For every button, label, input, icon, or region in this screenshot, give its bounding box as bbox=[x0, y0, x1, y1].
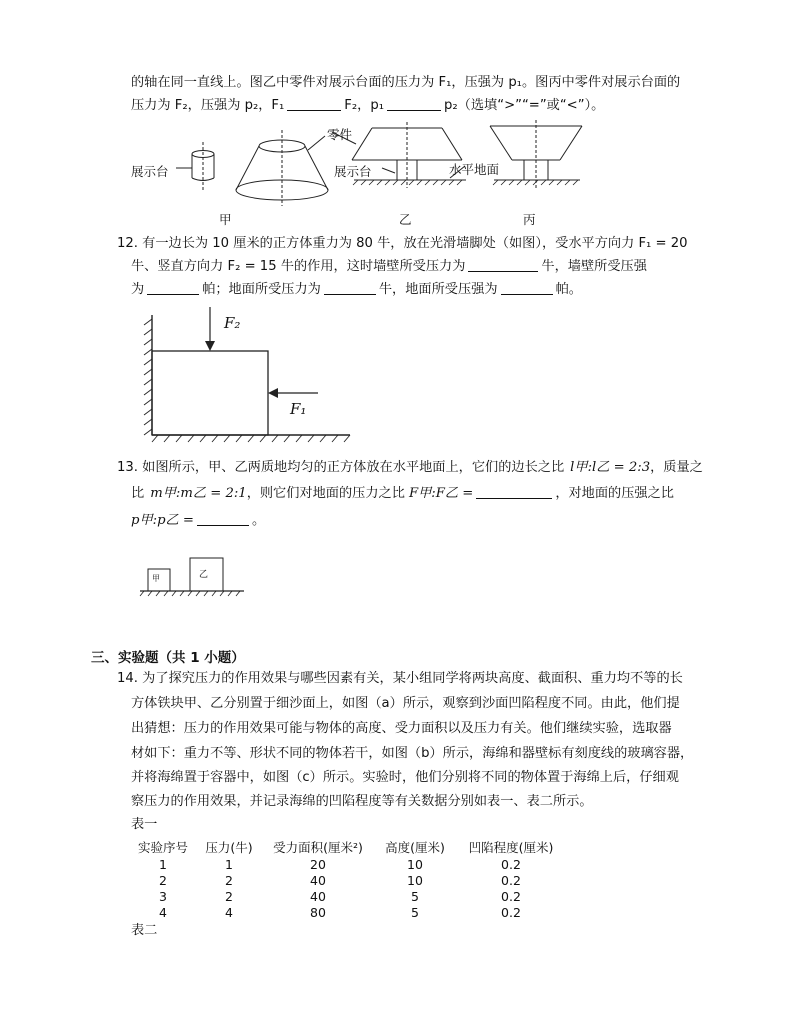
label-yi: 乙 bbox=[399, 212, 412, 227]
answer-blank[interactable] bbox=[387, 97, 441, 111]
answer-blank[interactable] bbox=[147, 281, 199, 295]
table-cell: 0.2 bbox=[501, 904, 521, 920]
table-cell: 1 bbox=[159, 856, 167, 872]
table-header-row bbox=[130, 838, 566, 856]
q13-line3-post: 。 bbox=[251, 513, 266, 528]
section-title: 三、实验题（共 1 小题） bbox=[91, 650, 245, 666]
table-cell: 20 bbox=[310, 856, 326, 872]
answer-blank[interactable] bbox=[468, 258, 538, 272]
label-cube-jia: 甲 bbox=[152, 574, 160, 583]
table-cell: 3 bbox=[159, 888, 167, 904]
table-cell: 4 bbox=[225, 904, 233, 920]
inverted-cone-on-stand-bing bbox=[490, 120, 582, 188]
q12-line2-pre: 牛、竖直方向力 F₂ = 15 牛的作用，这时墙壁所受压力为 bbox=[131, 259, 466, 274]
q12-line3-b: 帕；地面所受压力为 bbox=[202, 282, 321, 297]
table-cell: 5 bbox=[411, 904, 419, 920]
answer-blank[interactable] bbox=[197, 512, 249, 526]
q11-line-2 bbox=[131, 97, 604, 115]
table-cell: 10 bbox=[407, 856, 423, 872]
q12-line-1: 12. 有一边长为 10 厘米的正方体重力为 80 牛，放在光滑墙脚处（如图），受水平方向力 F₁ = 20 bbox=[117, 236, 688, 251]
q11-line-1: 的轴在同一直线上。图乙中零件对展示台面的压力为 F₁，压强为 p₁。图丙中零件对展示台面的 bbox=[131, 75, 681, 90]
q11-line2-pre: 压力为 F₂，压强为 p₂，F₁ bbox=[131, 98, 285, 113]
ratio-force: F甲:F乙 = bbox=[408, 486, 474, 501]
table-cell: 10 bbox=[407, 872, 423, 888]
q13-line-1 bbox=[117, 459, 703, 477]
table-header-cell: 凹陷程度(厘米) bbox=[468, 840, 554, 855]
q13-line2-pre: 比 bbox=[131, 486, 145, 501]
q14-line-5: 并将海绵置于容器中，如图（c）所示。实验时，他们分别将不同的物体置于海绵上后，仔细观 bbox=[131, 770, 679, 785]
ratio-pressure: p甲:p乙 = bbox=[131, 513, 194, 528]
label-part: 零件 bbox=[327, 127, 353, 142]
small-cylinder-stand bbox=[176, 142, 214, 190]
ground-hatching bbox=[152, 435, 350, 442]
q12-line2-post: 牛，墙壁所受压强 bbox=[541, 259, 647, 274]
label-bing: 丙 bbox=[523, 212, 536, 227]
q14-line-2: 方体铁块甲、乙分别置于细沙面上，如图（a）所示，观察到沙面凹陷程度不同。由此，他们提 bbox=[131, 696, 680, 711]
q14-line-6: 察压力的作用效果，并记录海绵的凹陷程度等有关数据分别如表一、表二所示。 bbox=[131, 794, 593, 809]
q12-line-3 bbox=[131, 281, 582, 299]
q13-line2-mid: ，则它们对地面的压力之比 bbox=[246, 486, 405, 501]
table-row bbox=[130, 888, 566, 904]
q12-line-2 bbox=[131, 258, 647, 276]
table1-title: 表一 bbox=[131, 817, 158, 832]
label-cube-yi: 乙 bbox=[199, 570, 209, 580]
table-cell: 80 bbox=[310, 904, 326, 920]
table-cell: 2 bbox=[225, 872, 233, 888]
table-cell: 1 bbox=[225, 856, 233, 872]
q12-line3-a: 为 bbox=[131, 282, 145, 297]
q13-line2-post: ，对地面的压强之比 bbox=[555, 486, 674, 501]
table-cell: 0.2 bbox=[501, 856, 521, 872]
answer-blank[interactable] bbox=[287, 97, 341, 111]
wall-hatching bbox=[144, 319, 152, 435]
table-row bbox=[130, 872, 566, 888]
label-stand-2: 展示台 bbox=[334, 164, 372, 179]
table-header-cell: 压力(牛) bbox=[205, 840, 253, 855]
q13-line1-pre: 13. 如图所示，甲、乙两质地均匀的正方体放在水平地面上，它们的边长之比 bbox=[117, 460, 565, 475]
table-cell: 4 bbox=[159, 904, 167, 920]
table-cell: 0.2 bbox=[501, 888, 521, 904]
q12-line3-c: 牛，地面所受压强为 bbox=[378, 282, 498, 297]
table-cell: 0.2 bbox=[501, 872, 521, 888]
table-1 bbox=[130, 838, 566, 920]
q11-line2-post: p₂（选填“>”“=”或“<”）。 bbox=[444, 98, 605, 113]
table-cell: 2 bbox=[225, 888, 233, 904]
table-header-cell: 高度(厘米) bbox=[385, 840, 445, 855]
ratio-length: l甲:l乙 = 2:3 bbox=[570, 460, 651, 475]
ratio-mass: m甲:m乙 = 2:1 bbox=[150, 486, 247, 501]
label-stand: 展示台 bbox=[131, 164, 169, 179]
label-f1: F₁ bbox=[290, 400, 307, 418]
answer-blank[interactable] bbox=[501, 281, 553, 295]
table-header-cell: 实验序号 bbox=[137, 840, 188, 855]
label-f2: F₂ bbox=[224, 314, 241, 332]
q12-figure bbox=[138, 305, 358, 445]
table-cell: 40 bbox=[310, 872, 326, 888]
truncated-cone-part bbox=[236, 130, 328, 206]
q12-line3-d: 帕。 bbox=[555, 282, 582, 297]
q13-line1-post: ，质量之 bbox=[650, 460, 703, 475]
table-cell: 2 bbox=[159, 872, 167, 888]
table-row bbox=[130, 856, 566, 872]
q11-line2-mid: F₂，p₁ bbox=[344, 98, 385, 113]
label-jia: 甲 bbox=[219, 212, 232, 227]
q13-line-2 bbox=[131, 485, 674, 503]
table-header-cell: 受力面积(厘米²) bbox=[273, 840, 363, 855]
table2-title: 表二 bbox=[131, 923, 158, 938]
table-cell: 40 bbox=[310, 888, 326, 904]
q13-line-3 bbox=[131, 512, 265, 530]
table-cell: 5 bbox=[411, 888, 419, 904]
answer-blank[interactable] bbox=[324, 281, 376, 295]
table-row bbox=[130, 904, 566, 920]
q14-line-4: 材如下：重力不等、形状不同的物体若干，如图（b）所示，海绵和器壁标有刻度线的玻璃容器， bbox=[131, 746, 694, 761]
q14-line-1: 14. 为了探究压力的作用效果与哪些因素有关，某小组同学将两块高度、截面积、重力均不等的长 bbox=[117, 671, 683, 686]
cube-block bbox=[152, 351, 268, 435]
label-ground: 水平地面 bbox=[449, 162, 500, 177]
answer-blank[interactable] bbox=[476, 485, 552, 499]
q14-line-3: 出猜想：压力的作用效果可能与物体的高度、受力面积以及压力有关。他们继续实验，选取器 bbox=[131, 721, 672, 736]
